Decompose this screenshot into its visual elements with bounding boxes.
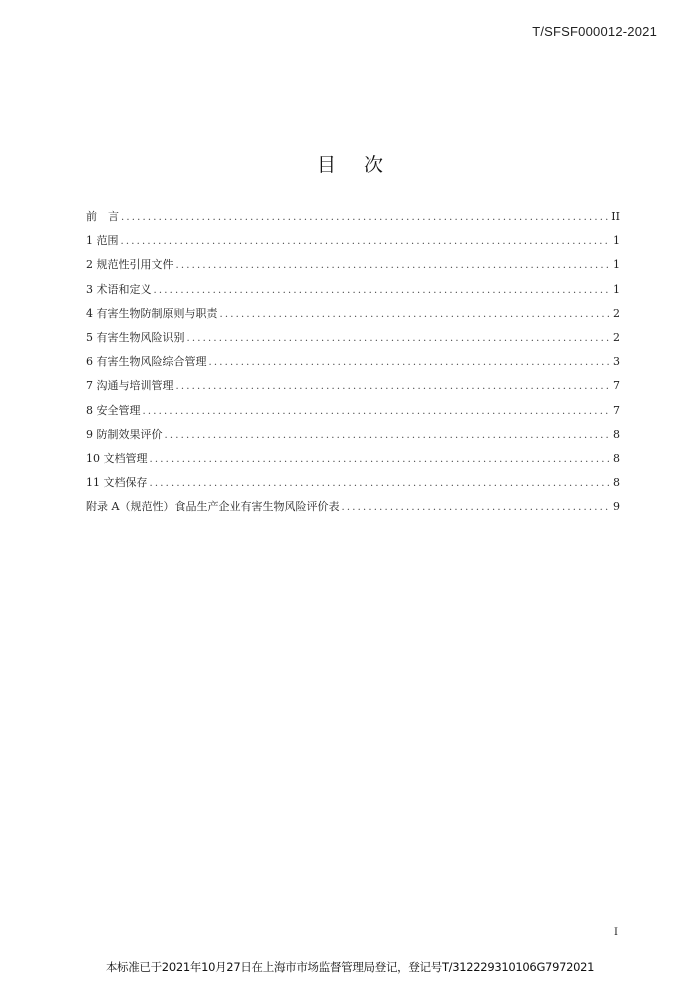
- toc-entry-page: 8: [613, 451, 620, 465]
- toc-entry-page: 8: [613, 476, 620, 490]
- toc-entry-label: 7 沟通与培训管理: [86, 379, 174, 393]
- toc-entry-page: 7: [613, 403, 620, 417]
- toc-entry-page: 1: [613, 258, 620, 272]
- toc-leader-dots: [121, 233, 611, 251]
- toc-leader-dots: [154, 282, 611, 300]
- toc-entry-page: 1: [613, 234, 620, 248]
- toc-leader-dots: [176, 257, 611, 275]
- toc-entry-page: 9: [613, 500, 620, 514]
- toc-entry-safety-management[interactable]: [86, 402, 620, 426]
- toc-leader-dots: [187, 330, 611, 348]
- toc-leader-dots: [220, 306, 611, 324]
- toc-entry-label: 3 术语和定义: [86, 282, 152, 296]
- toc-entry-effect-evaluation[interactable]: [86, 426, 620, 450]
- toc-leader-dots: [209, 354, 611, 372]
- toc-entry-appendix-a[interactable]: [86, 498, 620, 522]
- toc-entry-label: 6 有害生物风险综合管理: [86, 355, 207, 369]
- toc-entry-label: 1 范围: [86, 234, 119, 248]
- toc-entry-label: 11 文档保存: [86, 476, 148, 490]
- page-number: I: [614, 927, 618, 938]
- toc-leader-dots: [150, 475, 611, 493]
- toc-entry-label: 附录 A（规范性）食品生产企业有害生物风险评价表: [86, 500, 340, 514]
- toc-leader-dots: [150, 451, 611, 469]
- toc-entry-page: 7: [613, 379, 620, 393]
- toc-title: 目 次: [316, 154, 395, 176]
- registration-footer: 本标准已于2021年10月27日在上海市市场监督管理局登记，登记号T/31222931010​6G7972021: [105, 960, 595, 974]
- toc-entry-page: II: [611, 210, 620, 223]
- toc-leader-dots: [165, 427, 611, 445]
- toc-entry-label: 10 文档管理: [86, 451, 148, 465]
- toc-entry-page: 1: [613, 282, 620, 296]
- toc-leader-dots: [176, 378, 611, 396]
- document-code: T/SFSF000012-2021: [532, 24, 657, 39]
- toc-entry-page: 2: [613, 306, 620, 320]
- toc-entry-page: 2: [613, 330, 620, 344]
- toc-leader-dots: [121, 209, 609, 227]
- toc-entry-principles[interactable]: [86, 305, 620, 329]
- toc-entry-communication-training[interactable]: [86, 377, 620, 401]
- toc-entry-normative-references[interactable]: [86, 256, 620, 280]
- toc-entry-risk-identification[interactable]: [86, 329, 620, 353]
- toc-entry-label: 9 防制效果评价: [86, 427, 163, 441]
- toc-entry-document-retention[interactable]: [86, 474, 620, 498]
- toc-entry-label: 2 规范性引用文件: [86, 258, 174, 272]
- toc-entry-terms-definitions[interactable]: [86, 281, 620, 305]
- toc-entry-label: 5 有害生物风险识别: [86, 330, 185, 344]
- toc-entry-label: 8 安全管理: [86, 403, 141, 417]
- toc-leader-dots: [341, 499, 610, 517]
- toc-entry-document-management[interactable]: [86, 450, 620, 474]
- toc-entry-scope[interactable]: [86, 232, 620, 256]
- toc-entry-foreword[interactable]: [86, 208, 620, 232]
- toc-entry-page: 8: [613, 427, 620, 441]
- toc-entry-page: 3: [613, 355, 620, 369]
- table-of-contents: [86, 208, 620, 522]
- toc-entry-label: 4 有害生物防制原则与职责: [86, 306, 218, 320]
- toc-leader-dots: [143, 403, 611, 421]
- toc-entry-integrated-management[interactable]: [86, 353, 620, 377]
- toc-entry-label: 前 言: [86, 210, 119, 223]
